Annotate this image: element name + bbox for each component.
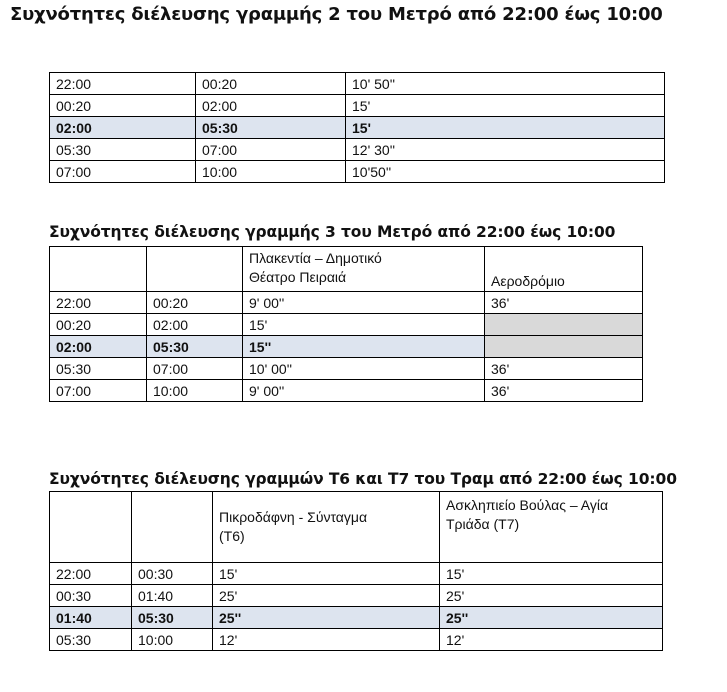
cell-freq: 10' 50''	[346, 73, 665, 95]
table-row	[50, 629, 663, 651]
cell-to: 10:00	[147, 380, 243, 402]
cell-to: 05:30	[132, 607, 213, 629]
cell-from: 02:00	[50, 336, 147, 358]
table-row-highlighted	[50, 336, 643, 358]
page-title: Συχνότητες διέλευσης γραμμής 2 του Μετρό από 22:00 έως 10:00	[10, 4, 663, 25]
cell-from: 05:30	[50, 629, 132, 651]
cell-to: 10:00	[196, 161, 346, 183]
header-t7-line1: Ασκληπιείο Βούλας – Αγία	[446, 497, 609, 513]
cell-to: 02:00	[196, 95, 346, 117]
cell-freq-t6: 15'	[213, 563, 440, 585]
cell-freq-t7: 15'	[440, 563, 663, 585]
table-row	[50, 73, 665, 95]
header-plakentia	[243, 247, 485, 292]
cell-freq-t7: 25''	[440, 607, 663, 629]
cell-to: 02:00	[147, 314, 243, 336]
cell-freq: 15'	[346, 95, 665, 117]
cell-freq-plakentia: 15''	[243, 336, 485, 358]
cell-to: 00:20	[196, 73, 346, 95]
cell-from: 01:40	[50, 607, 132, 629]
cell-freq-plakentia: 9' 00''	[243, 380, 485, 402]
cell-freq: 10'50''	[346, 161, 665, 183]
cell-from: 22:00	[50, 563, 132, 585]
table-row	[50, 358, 643, 380]
cell-freq-plakentia: 9' 00''	[243, 292, 485, 314]
line2-table	[49, 72, 665, 183]
header-plakentia-line2: Θέατρο Πειραιά	[249, 269, 347, 285]
cell-to: 05:30	[196, 117, 346, 139]
table-row	[50, 139, 665, 161]
cell-to: 07:00	[147, 358, 243, 380]
table-header-row	[50, 492, 663, 563]
cell-freq-t7: 12'	[440, 629, 663, 651]
header-empty	[50, 492, 132, 563]
cell-freq-t7: 25'	[440, 585, 663, 607]
table-row	[50, 161, 665, 183]
cell-to: 07:00	[196, 139, 346, 161]
cell-from: 05:30	[50, 139, 196, 161]
cell-from: 05:30	[50, 358, 147, 380]
table-row-highlighted	[50, 117, 665, 139]
cell-freq-plakentia: 15'	[243, 314, 485, 336]
table-row	[50, 292, 643, 314]
cell-freq-airport: 36'	[485, 292, 643, 314]
cell-from: 22:00	[50, 292, 147, 314]
table-row	[50, 563, 663, 585]
header-t6-line2: (Τ6)	[219, 528, 245, 544]
cell-freq-t6: 25''	[213, 607, 440, 629]
header-t7	[440, 492, 663, 563]
header-empty	[132, 492, 213, 563]
cell-freq-airport-empty	[485, 336, 643, 358]
table-row	[50, 585, 663, 607]
cell-freq: 12' 30''	[346, 139, 665, 161]
table-header-row	[50, 247, 643, 292]
cell-to: 00:30	[132, 563, 213, 585]
cell-to: 00:20	[147, 292, 243, 314]
header-t6-line1: Πικροδάφνη - Σύνταγμα	[219, 509, 368, 525]
cell-to: 10:00	[132, 629, 213, 651]
cell-from: 00:30	[50, 585, 132, 607]
cell-freq-t6: 12'	[213, 629, 440, 651]
cell-from: 00:20	[50, 95, 196, 117]
cell-to: 01:40	[132, 585, 213, 607]
cell-freq-airport: 36'	[485, 380, 643, 402]
cell-freq-airport-empty	[485, 314, 643, 336]
cell-from: 00:20	[50, 314, 147, 336]
cell-freq-t6: 25'	[213, 585, 440, 607]
line3-title: Συχνότητες διέλευσης γραμμής 3 του Μετρό από 22:00 έως 10:00	[49, 223, 616, 241]
header-airport: Αεροδρόμιο	[485, 247, 643, 292]
header-empty	[147, 247, 243, 292]
tram-title: Συχνότητες διέλευσης γραμμών Τ6 και Τ7 του Τραμ από 22:00 έως 10:00	[49, 470, 677, 488]
cell-from: 07:00	[50, 161, 196, 183]
table-row-highlighted	[50, 607, 663, 629]
table-row	[50, 95, 665, 117]
cell-from: 07:00	[50, 380, 147, 402]
tram-table	[49, 491, 663, 651]
table-row	[50, 314, 643, 336]
header-empty	[50, 247, 147, 292]
cell-freq-airport: 36'	[485, 358, 643, 380]
header-t7-line2: Τριάδα (Τ7)	[446, 516, 520, 532]
header-plakentia-line1: Πλακεντία – Δημοτικό	[249, 250, 382, 266]
cell-to: 05:30	[147, 336, 243, 358]
cell-freq-plakentia: 10' 00''	[243, 358, 485, 380]
header-t6	[213, 492, 440, 563]
cell-from: 02:00	[50, 117, 196, 139]
cell-freq: 15'	[346, 117, 665, 139]
line3-table	[49, 246, 643, 402]
table-row	[50, 380, 643, 402]
cell-from: 22:00	[50, 73, 196, 95]
